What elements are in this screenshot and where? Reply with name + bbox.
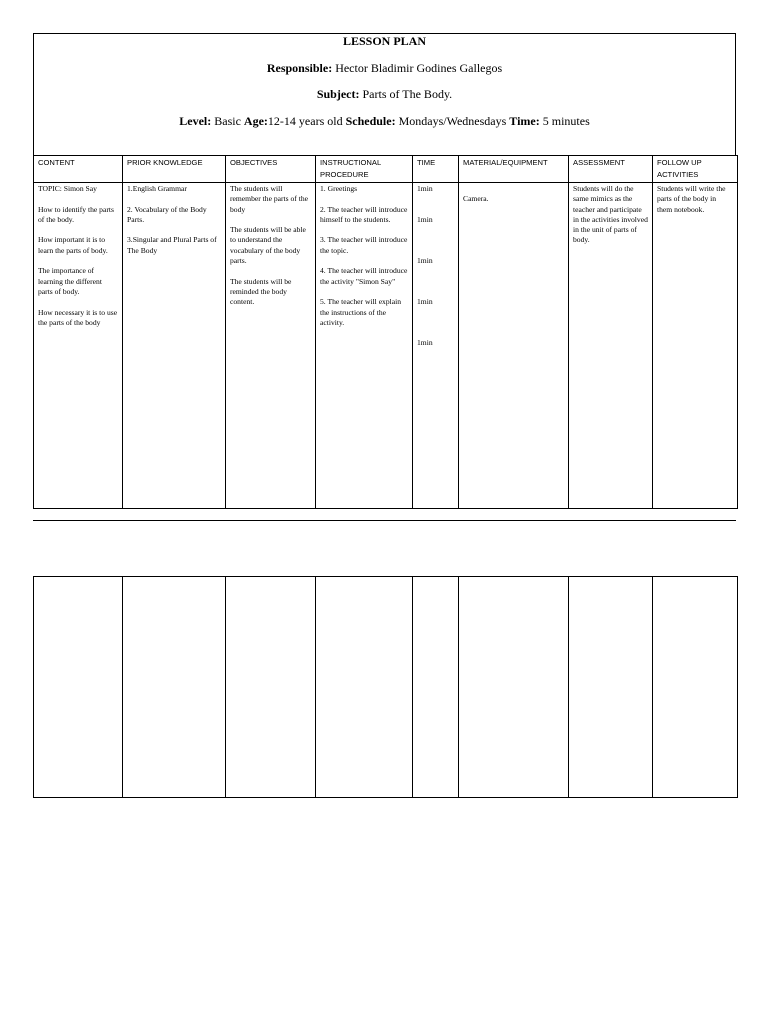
column-header-follow-up: FOLLOW UP ACTIVITIES: [653, 156, 738, 183]
table-row: [34, 577, 738, 798]
follow-up-text: Students will write the parts of the body in them notebook.: [657, 184, 726, 214]
content-topic: TOPIC: Simon Say: [38, 184, 97, 193]
responsible-label: Responsible:: [266, 61, 333, 75]
blank-cell: [123, 577, 226, 798]
procedure-step: 1. Greetings: [320, 184, 358, 193]
content-item: How necessary it is to use the parts of the body: [38, 307, 118, 327]
time-cell: [413, 183, 459, 509]
prior-knowledge-item: 3.Singular and Plural Parts of The Body: [127, 235, 217, 255]
procedure-step: 3. The teacher will introduce the topic.: [320, 235, 408, 255]
blank-cell: [653, 577, 738, 798]
subject-value: Parts of The Body.: [362, 87, 453, 101]
blank-cell: [413, 577, 459, 798]
column-header-objectives: OBJECTIVES: [226, 156, 316, 183]
lesson-plan-table: [33, 155, 738, 509]
blank-cell: [569, 577, 653, 798]
assessment-cell: [569, 183, 653, 509]
level-line: [34, 114, 735, 129]
blank-cell: [34, 577, 123, 798]
lesson-plan-header: [33, 33, 736, 156]
procedure-cell: [316, 183, 413, 509]
objective-item: The students will be reminded the body content.: [230, 276, 292, 307]
content-cell: [34, 183, 123, 509]
material-item: Camera.: [463, 194, 489, 204]
column-header-assessment: ASSESSMENT: [569, 156, 653, 183]
content-item: How to identify the parts of the body.: [38, 204, 114, 224]
level-value: Basic: [214, 114, 241, 128]
column-header-instructional-procedure: INSTRUCTIONAL PROCEDURE: [316, 156, 413, 183]
column-header-time: TIME: [413, 156, 459, 183]
prior-knowledge-item: 2. Vocabulary of the Body Parts.: [127, 204, 207, 224]
prior-knowledge-item: 1.English Grammar: [127, 184, 187, 193]
content-item: How important it is to learn the parts of body.: [38, 235, 108, 255]
content-item: The importance of learning the different parts of body.: [38, 266, 102, 296]
blank-cell: [226, 577, 316, 798]
responsible-value: Hector Bladimir Godines Gallegos: [335, 61, 503, 75]
time-entry: 1min: [417, 297, 433, 307]
blank-table: [33, 576, 738, 798]
page-separator-line: [33, 520, 736, 521]
objective-item: The students will remember the parts of the body: [230, 184, 309, 214]
table-row: [34, 183, 738, 509]
procedure-step: 2. The teacher will introduce himself to the students.: [320, 204, 408, 224]
time-entry: 1min: [417, 184, 433, 193]
column-header-material-equipment: MATERIAL/EQUIPMENT: [459, 156, 569, 183]
blank-cell: [316, 577, 413, 798]
time-label: Time:: [509, 114, 540, 128]
procedure-step: 5. The teacher will explain the instructions of the activity.: [320, 297, 402, 327]
objectives-cell: [226, 183, 316, 509]
column-header-prior-knowledge: PRIOR KNOWLEDGE: [123, 156, 226, 183]
subject-line: [34, 87, 735, 102]
follow-up-cell: [653, 183, 738, 509]
objective-item: The students will be able to understand the vocabulary of the body parts.: [230, 225, 306, 266]
age-value: 12-14 years old: [267, 114, 343, 128]
blank-cell: [459, 577, 569, 798]
schedule-label: Schedule:: [345, 114, 396, 128]
table-header-row: [34, 156, 738, 183]
level-label: Level:: [179, 114, 212, 128]
age-label: Age:: [243, 114, 268, 128]
prior-knowledge-cell: [123, 183, 226, 509]
subject-label: Subject:: [316, 87, 360, 101]
time-entry: 1min: [417, 256, 433, 266]
time-entry: 1min: [417, 214, 433, 224]
time-entry: 1min: [417, 338, 433, 348]
document-title: LESSON PLAN: [342, 34, 427, 48]
assessment-text: Students will do the same mimics as the teacher and participate in the activities involved in the unit of parts of body.: [573, 184, 648, 245]
material-cell: [459, 183, 569, 509]
procedure-step: 4. The teacher will introduce the activity "Simon Say": [320, 266, 408, 286]
time-value: 5 minutes: [542, 114, 590, 128]
schedule-value: Mondays/Wednesdays: [398, 114, 507, 128]
responsible-line: [34, 61, 735, 76]
column-header-content: CONTENT: [34, 156, 123, 183]
